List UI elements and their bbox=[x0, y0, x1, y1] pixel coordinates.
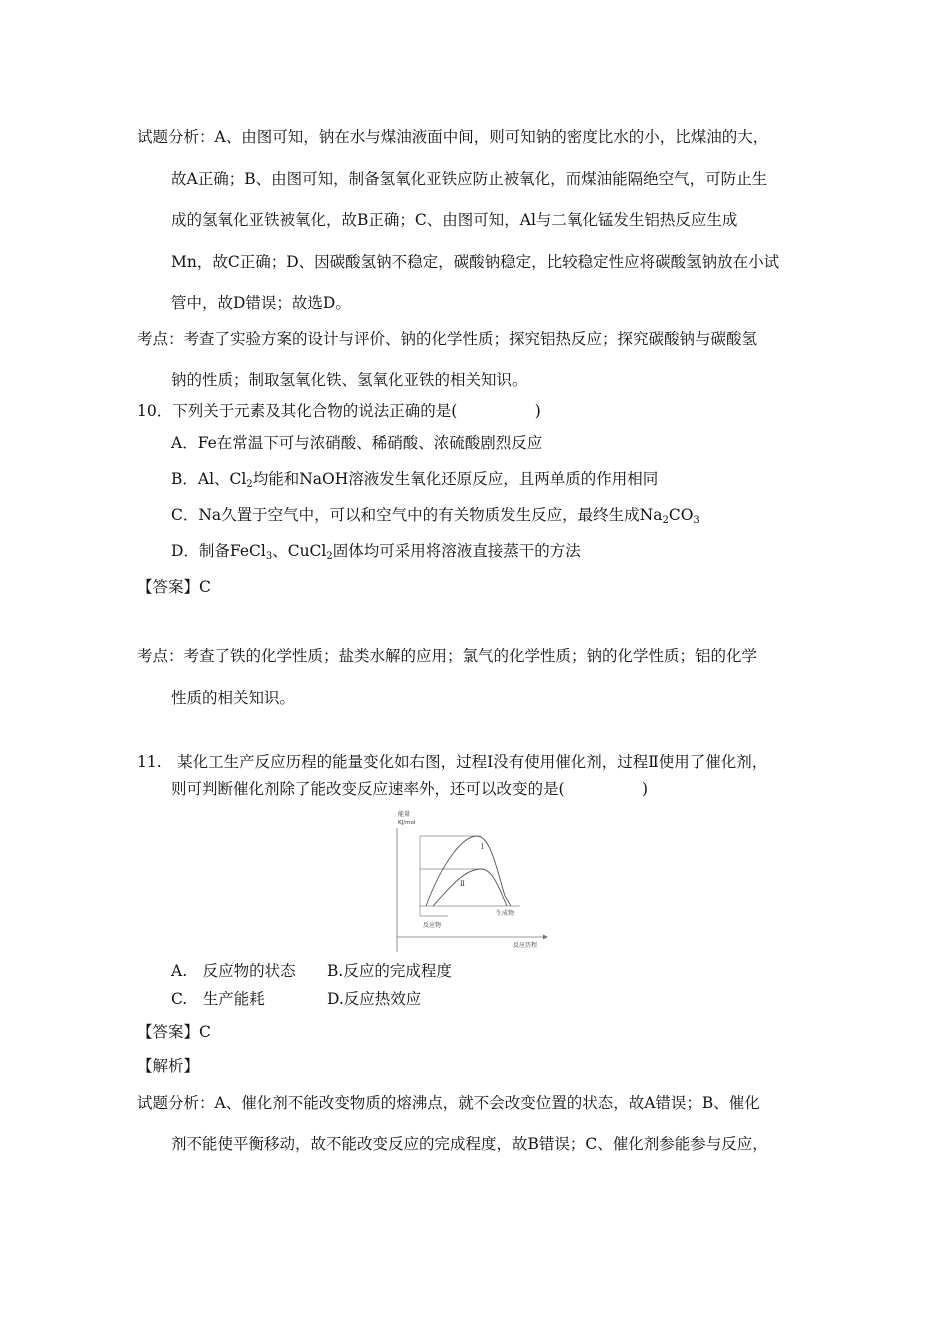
q11-option-c: C. 生产能耗 bbox=[171, 990, 265, 1008]
q10-answer: 【答案】C bbox=[137, 578, 211, 596]
reactant-label: 反应物 bbox=[423, 922, 442, 929]
x-axis-label: 反应历程 bbox=[513, 942, 538, 949]
energy-profile-svg bbox=[393, 806, 553, 956]
curve-ii-label: Ⅱ bbox=[460, 880, 465, 888]
q10-option-b-text-2: 均能和NaOH溶液发生氧化还原反应，且两单质的作用相同 bbox=[252, 470, 659, 488]
q9-analysis-line-4: Mn，故C正确；D、因碳酸氢钠不稳定，碳酸钠稳定，比较稳定性应将碳酸氢钠放在小试 bbox=[171, 253, 780, 271]
q11-analysis-line-2: 剂不能使平衡移动，故不能改变反应的完成程度，故B错误；C、催化剂参能参与反应， bbox=[171, 1135, 768, 1153]
q9-kaodian-line-1: 考点：考查了实验方案的设计与评价、钠的化学性质；探究铝热反应；探究碳酸钠与碳酸氢 bbox=[137, 330, 758, 348]
q10-kaodian-line-1: 考点：考查了铁的化学性质；盐类水解的应用；氯气的化学性质；钠的化学性质；铝的化学 bbox=[137, 647, 758, 665]
q10-option-d-text-2: 、CuCl bbox=[272, 542, 327, 560]
y-axis-label-line-2: KJ/mol bbox=[398, 820, 416, 826]
q10-option-c-subscript-2: 3 bbox=[693, 515, 700, 526]
q11-stem-line-2: 则可判断催化剂除了能改变反应速率外，还可以改变的是( ) bbox=[171, 780, 649, 798]
q10-option-b-subscript: 2 bbox=[246, 479, 253, 490]
q10-option-c-subscript-1: 2 bbox=[662, 515, 669, 526]
q9-analysis-line-1: 试题分析：A、由图可知，钠在水与煤油液面中间，则可知钠的密度比水的小，比煤油的大， bbox=[137, 128, 769, 146]
q10-option-d-subscript-1: 3 bbox=[265, 551, 273, 562]
q10-option-d-text-3: 固体均可采用将溶液直接蒸干的方法 bbox=[332, 542, 581, 560]
q10-option-d-text: D．制备FeCl bbox=[171, 542, 266, 560]
curve-i-label: Ⅰ bbox=[481, 843, 484, 851]
x-axis-arrow bbox=[543, 935, 548, 940]
q9-analysis-line-5: 管中，故D错误；故选D。 bbox=[171, 294, 351, 312]
curve-ii bbox=[433, 869, 507, 906]
q10-option-c bbox=[171, 505, 700, 525]
curve-i bbox=[426, 836, 511, 906]
q9-analysis-line-2: 故A正确；B、由图可知，制备氢氧化亚铁应防止被氧化，而煤油能隔绝空气，可防止生 bbox=[171, 170, 768, 188]
q10-option-c-text: C．Na久置于空气中，可以和空气中的有关物质发生反应，最终生成Na bbox=[171, 506, 663, 524]
q10-option-d-subscript-2: 2 bbox=[326, 551, 333, 562]
energy-profile-diagram bbox=[393, 806, 553, 956]
q10-option-c-text-2: CO bbox=[668, 506, 694, 524]
q10-option-b-text: B．Al、Cl bbox=[171, 470, 247, 488]
q10-kaodian-line-2: 性质的相关知识。 bbox=[171, 689, 296, 707]
y-axis-label-line-1: 能量 bbox=[398, 811, 411, 818]
q11-analysis-line-1: 试题分析：A、催化剂不能改变物质的熔沸点，就不会改变位置的状态，故A错误；B、催化 bbox=[137, 1094, 760, 1112]
q11-option-b: B.反应的完成程度 bbox=[327, 962, 452, 980]
q10-option-a: A．Fe在常温下可与浓硝酸、稀硝酸、浓硫酸剧烈反应 bbox=[171, 434, 543, 452]
q10-option-b bbox=[171, 469, 658, 489]
q11-option-d: D.反应热效应 bbox=[327, 990, 422, 1008]
q11-stem-line-1: 11. 某化工生产反应历程的能量变化如右图，过程Ⅰ没有使用催化剂，过程Ⅱ使用了催化剂， bbox=[137, 753, 768, 771]
q9-kaodian-line-2: 钠的性质；制取氢氧化铁、氢氧化亚铁的相关知识。 bbox=[171, 371, 528, 389]
q10-option-d bbox=[171, 541, 581, 561]
q11-option-a: A. 反应物的状态 bbox=[171, 962, 296, 980]
product-label: 生成物 bbox=[496, 910, 515, 917]
q10-stem: 10．下列关于元素及其化合物的说法正确的是( ) bbox=[137, 402, 541, 420]
q11-jiexi-heading: 【解析】 bbox=[137, 1057, 200, 1075]
q11-answer: 【答案】C bbox=[137, 1023, 211, 1041]
q9-analysis-line-3: 成的氢氧化亚铁被氧化，故B正确；C、由图可知，Al与二氧化锰发生铝热反应生成 bbox=[171, 211, 738, 229]
